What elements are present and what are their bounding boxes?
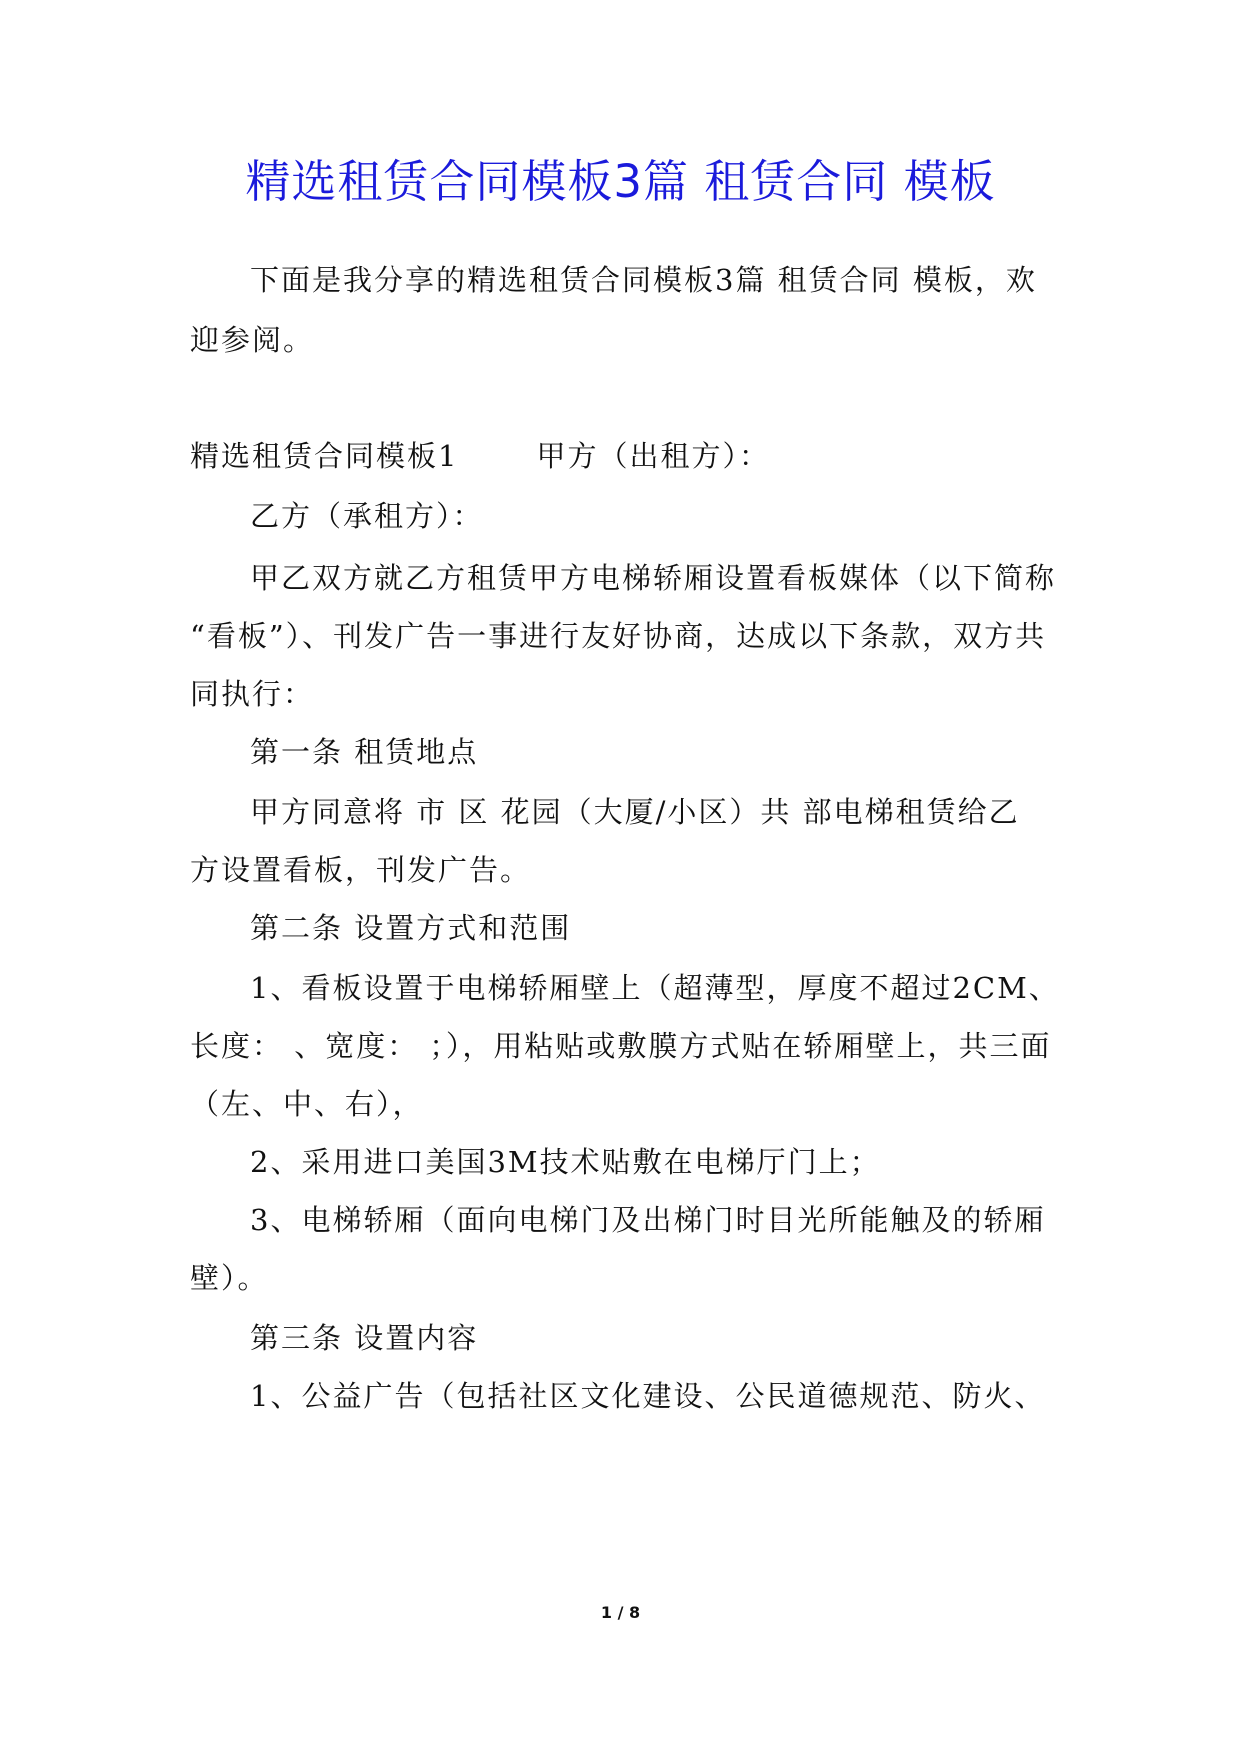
paragraph-line: “看板”）、刊发广告一事进行友好协商，达成以下条款，双方共 (190, 619, 1047, 653)
paragraph-line: 1、公益广告（包括社区文化建设、公民道德规范、防火、 (250, 1379, 1046, 1413)
paragraph-line: 甲方同意将 市 区 花园（大厦/小区）共 部电梯租赁给乙 (250, 795, 1020, 829)
article-heading: 第一条 租赁地点 (250, 735, 479, 769)
section-heading: 精选租赁合同模板1 (190, 439, 459, 473)
paragraph-line: 2、采用进口美国3M技术贴敷在电梯厅门上； (250, 1145, 881, 1179)
party-a-label: 甲方（出租方）： (536, 439, 770, 473)
paragraph-line: 方设置看板，刊发广告。 (190, 853, 532, 887)
article-heading: 第三条 设置内容 (250, 1321, 479, 1355)
article-heading: 第二条 设置方式和范围 (250, 911, 572, 945)
paragraph-line: 长度： 、宽度： ；），用粘贴或敷膜方式贴在轿厢壁上，共三面 (190, 1029, 1052, 1063)
paragraph-line: 3、电梯轿厢（面向电梯门及出梯门时目光所能触及的轿厢 (250, 1203, 1046, 1237)
paragraph-line: 1、看板设置于电梯轿厢壁上（超薄型，厚度不超过2CM、 (250, 971, 1060, 1005)
intro-line-1: 下面是我分享的精选租赁合同模板3篇 租赁合同 模板，欢 (250, 263, 1037, 297)
section-heading-row (190, 434, 1060, 478)
document-title: 精选租赁合同模板3篇 租赁合同 模板 (245, 155, 996, 208)
paragraph-line: 壁）。 (190, 1261, 269, 1295)
intro-line-2: 迎参阅。 (190, 323, 315, 357)
page-number: 1 / 8 (600, 1603, 641, 1622)
paragraph-line: 甲乙双方就乙方租赁甲方电梯轿厢设置看板媒体（以下简称 (250, 561, 1057, 595)
paragraph-line: 同执行： (190, 677, 315, 711)
paragraph-line: （左、中、右）， (190, 1087, 424, 1121)
party-b-label: 乙方（承租方）： (250, 499, 484, 533)
